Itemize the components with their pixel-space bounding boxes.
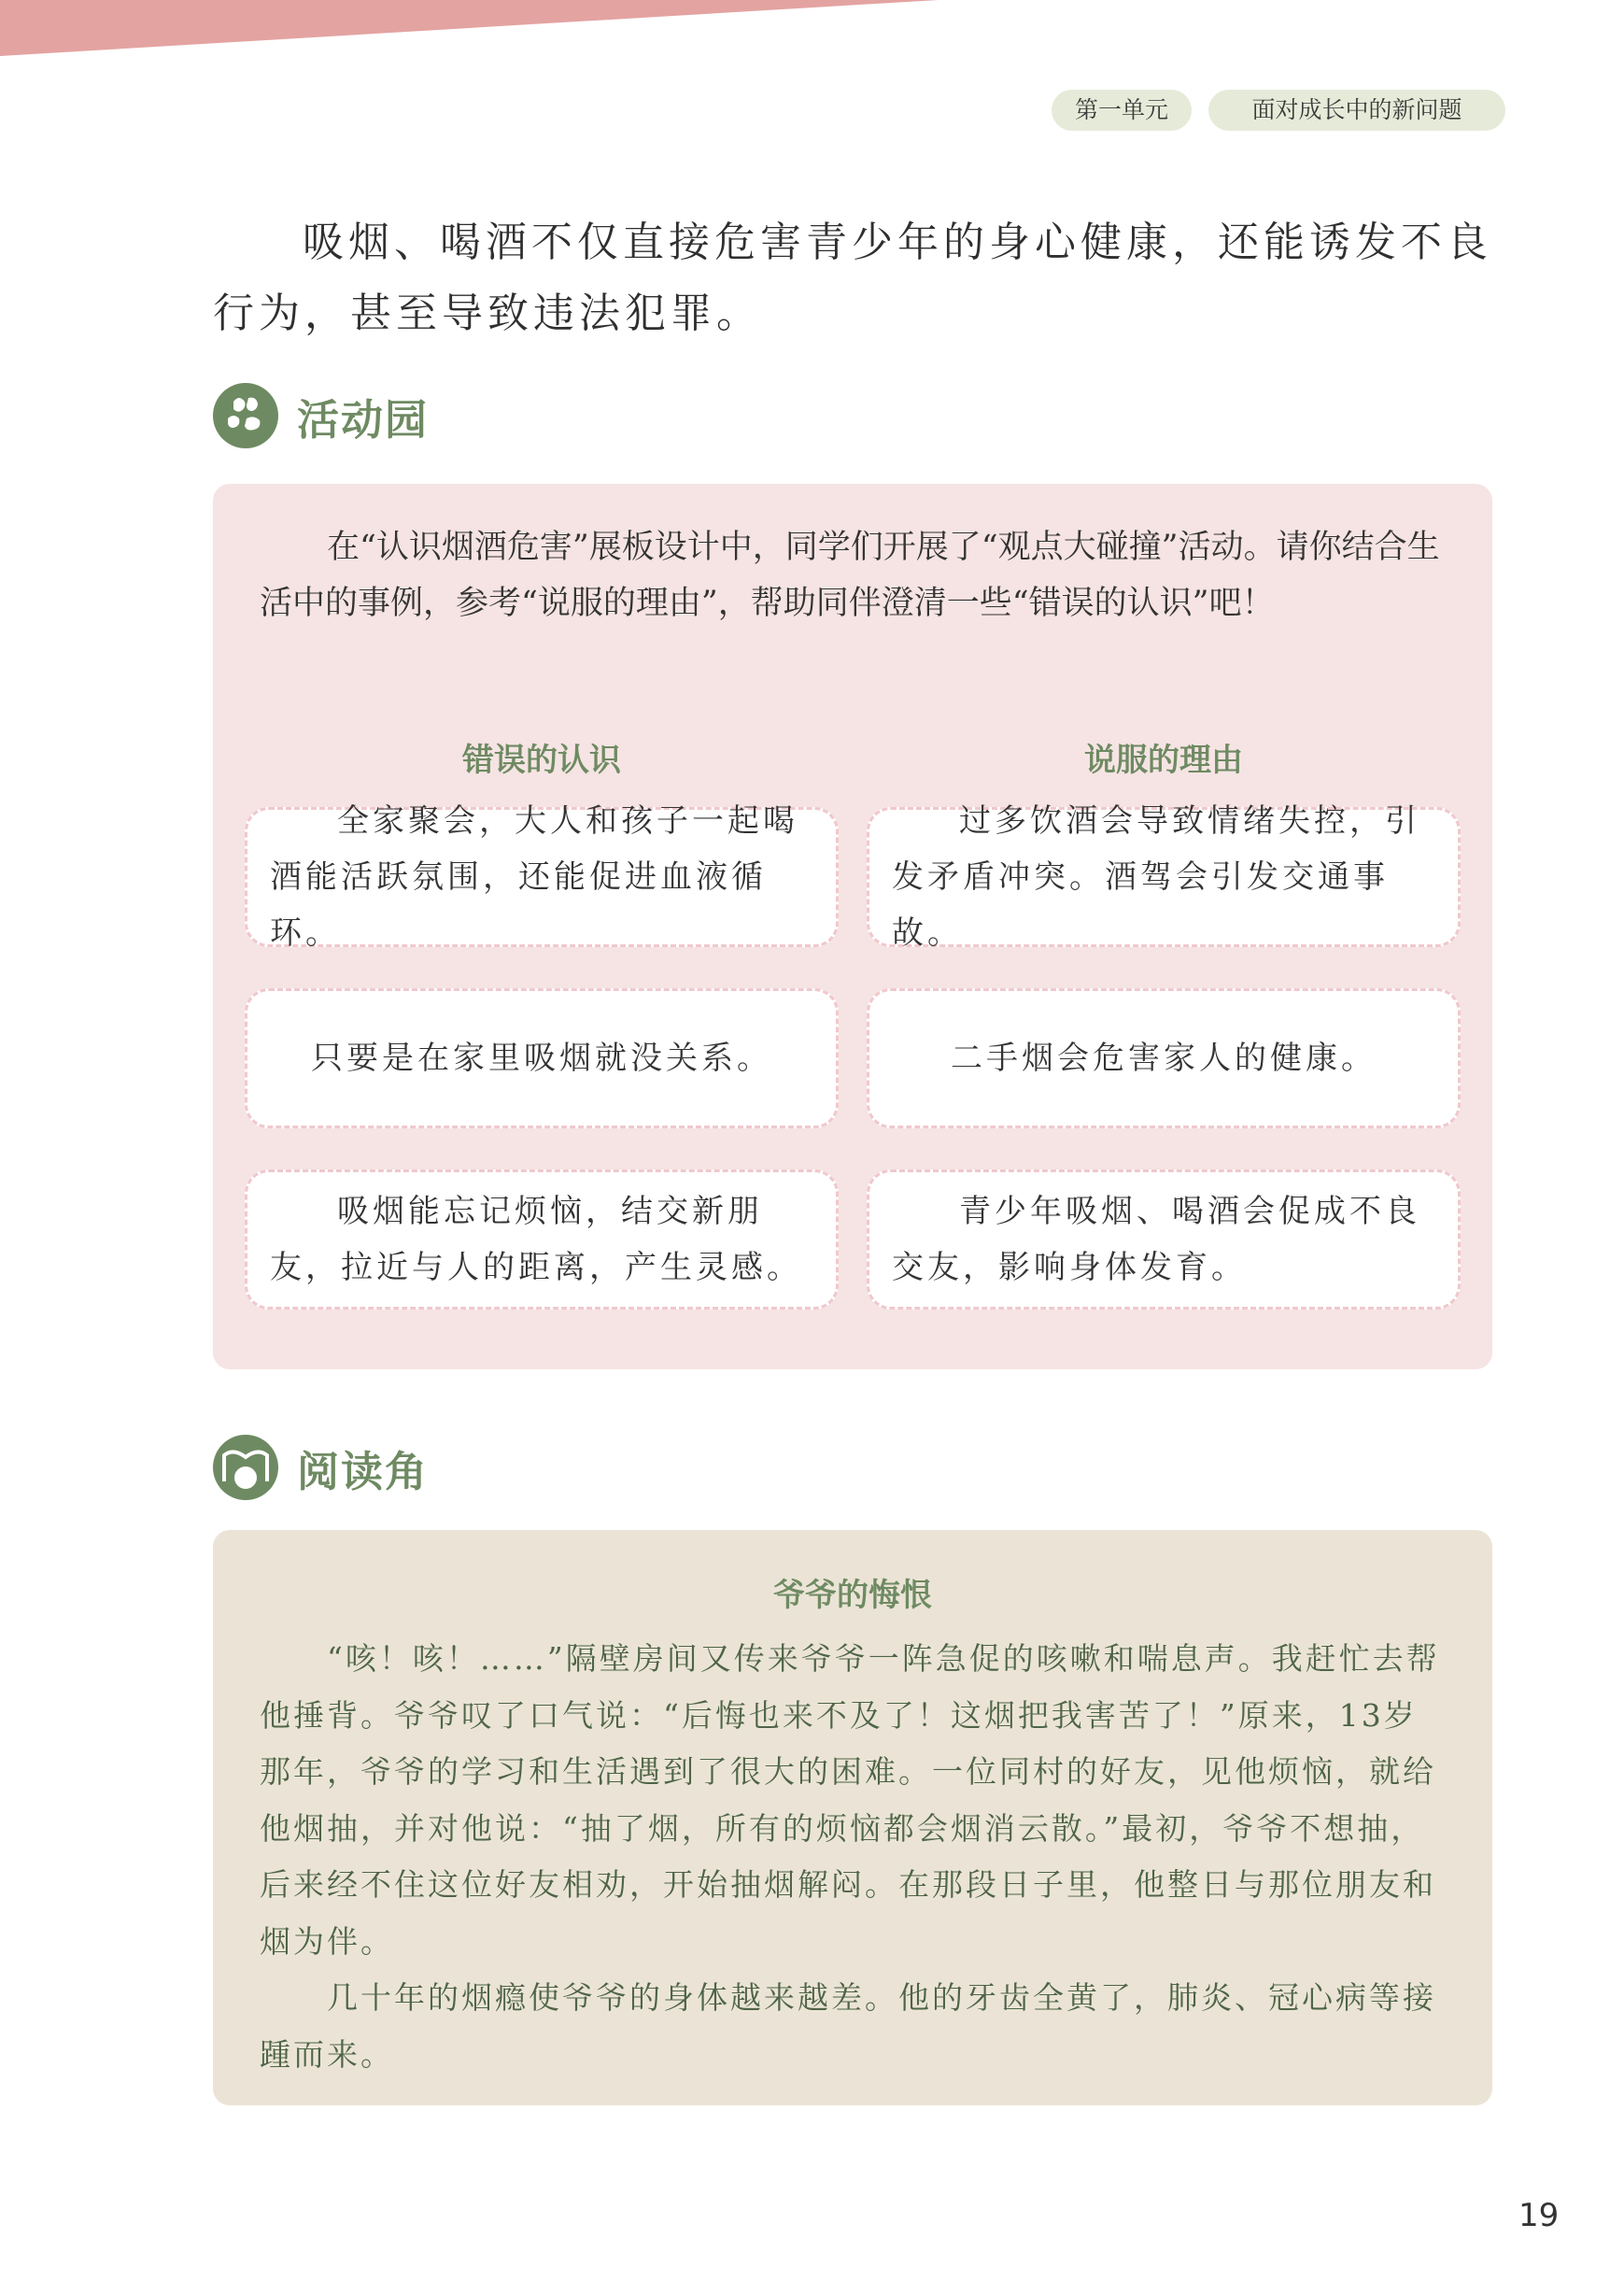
story-title: 爷爷的悔恨 [773,1577,932,1614]
misconception-card [245,1169,839,1310]
reason-text: 二手烟会危害家人的健康。 [951,1040,1377,1077]
activity-panel [213,484,1492,1369]
misconception-card [245,802,839,952]
unit-label: 第一单元 [1052,90,1192,131]
reading-panel [213,1530,1492,2105]
reason-column-header: 说服的理由 [1084,742,1243,779]
activity-section-title: 活动园 [297,394,430,445]
story-paragraph: 几十年的烟瘾使爷爷的身体越来越差。他的牙齿全黄了，肺炎、冠心病等接踵而来。 [260,1979,1436,2073]
reason-card [867,988,1461,1128]
book-reading-icon [213,1435,278,1500]
activity-prompt: 在“认识烟酒危害”展板设计中，同学们开展了“观点大碰撞”活动。请你结合生活中的事例，参考“说服的理由”，帮助同伴澄清一些“错误的认识”吧！ [260,529,1440,622]
activity-section-heading [213,383,429,448]
misconception-card [245,988,839,1128]
reason-card [867,802,1461,952]
misconception-text: 吸烟能忘记烦恼，结交新朋友，拉近与人的距离，产生灵感。 [270,1193,802,1286]
reading-section-heading [213,1435,429,1500]
misconception-column-header: 错误的认识 [462,742,621,779]
misconception-text: 全家聚会，大人和孩子一起喝酒能活跃氛围，还能促进血液循环。 [270,802,798,952]
story-body [260,1631,1447,2083]
chapter-header [1052,90,1505,131]
top-decorative-band [0,0,1624,65]
hands-icon [213,383,278,448]
reason-text: 青少年吸烟、喝酒会促成不良交友，影响身体发育。 [892,1193,1420,1286]
reason-text: 过多饮酒会导致情绪失控，引发矛盾冲突。酒驾会引发交通事故。 [892,802,1420,952]
intro-paragraph: 吸烟、喝酒不仅直接危害青少年的身心健康，还能诱发不良行为，甚至导致违法犯罪。 [213,219,1492,337]
story-paragraph: “咳！咳！……”隔壁房间又传来爷爷一阵急促的咳嗽和喘息声。我赶忙去帮他捶背。爷爷叹了口气说：“后悔也来不及了！这烟把我害苦了！”原来，13岁那年，爷爷的学习和生活遇到了很大的困难。一位同村的好友，见他烦恼，就给他烟抽，并对他说：“抽了烟，所有的烦恼都会烟消云散。”最初，爷爷不想抽，后来经不住这位好友相劝，开始抽烟解闷。在那段日子里，他整日与那位朋友和烟为伴。 [260,1640,1440,1960]
reading-section-title: 阅读角 [297,1446,430,1496]
page-number: 19 [1518,2197,1560,2234]
topic-label: 面对成长中的新问题 [1208,90,1505,131]
reason-card [867,1169,1461,1310]
misconception-text: 只要是在家里吸烟就没关系。 [311,1040,772,1077]
